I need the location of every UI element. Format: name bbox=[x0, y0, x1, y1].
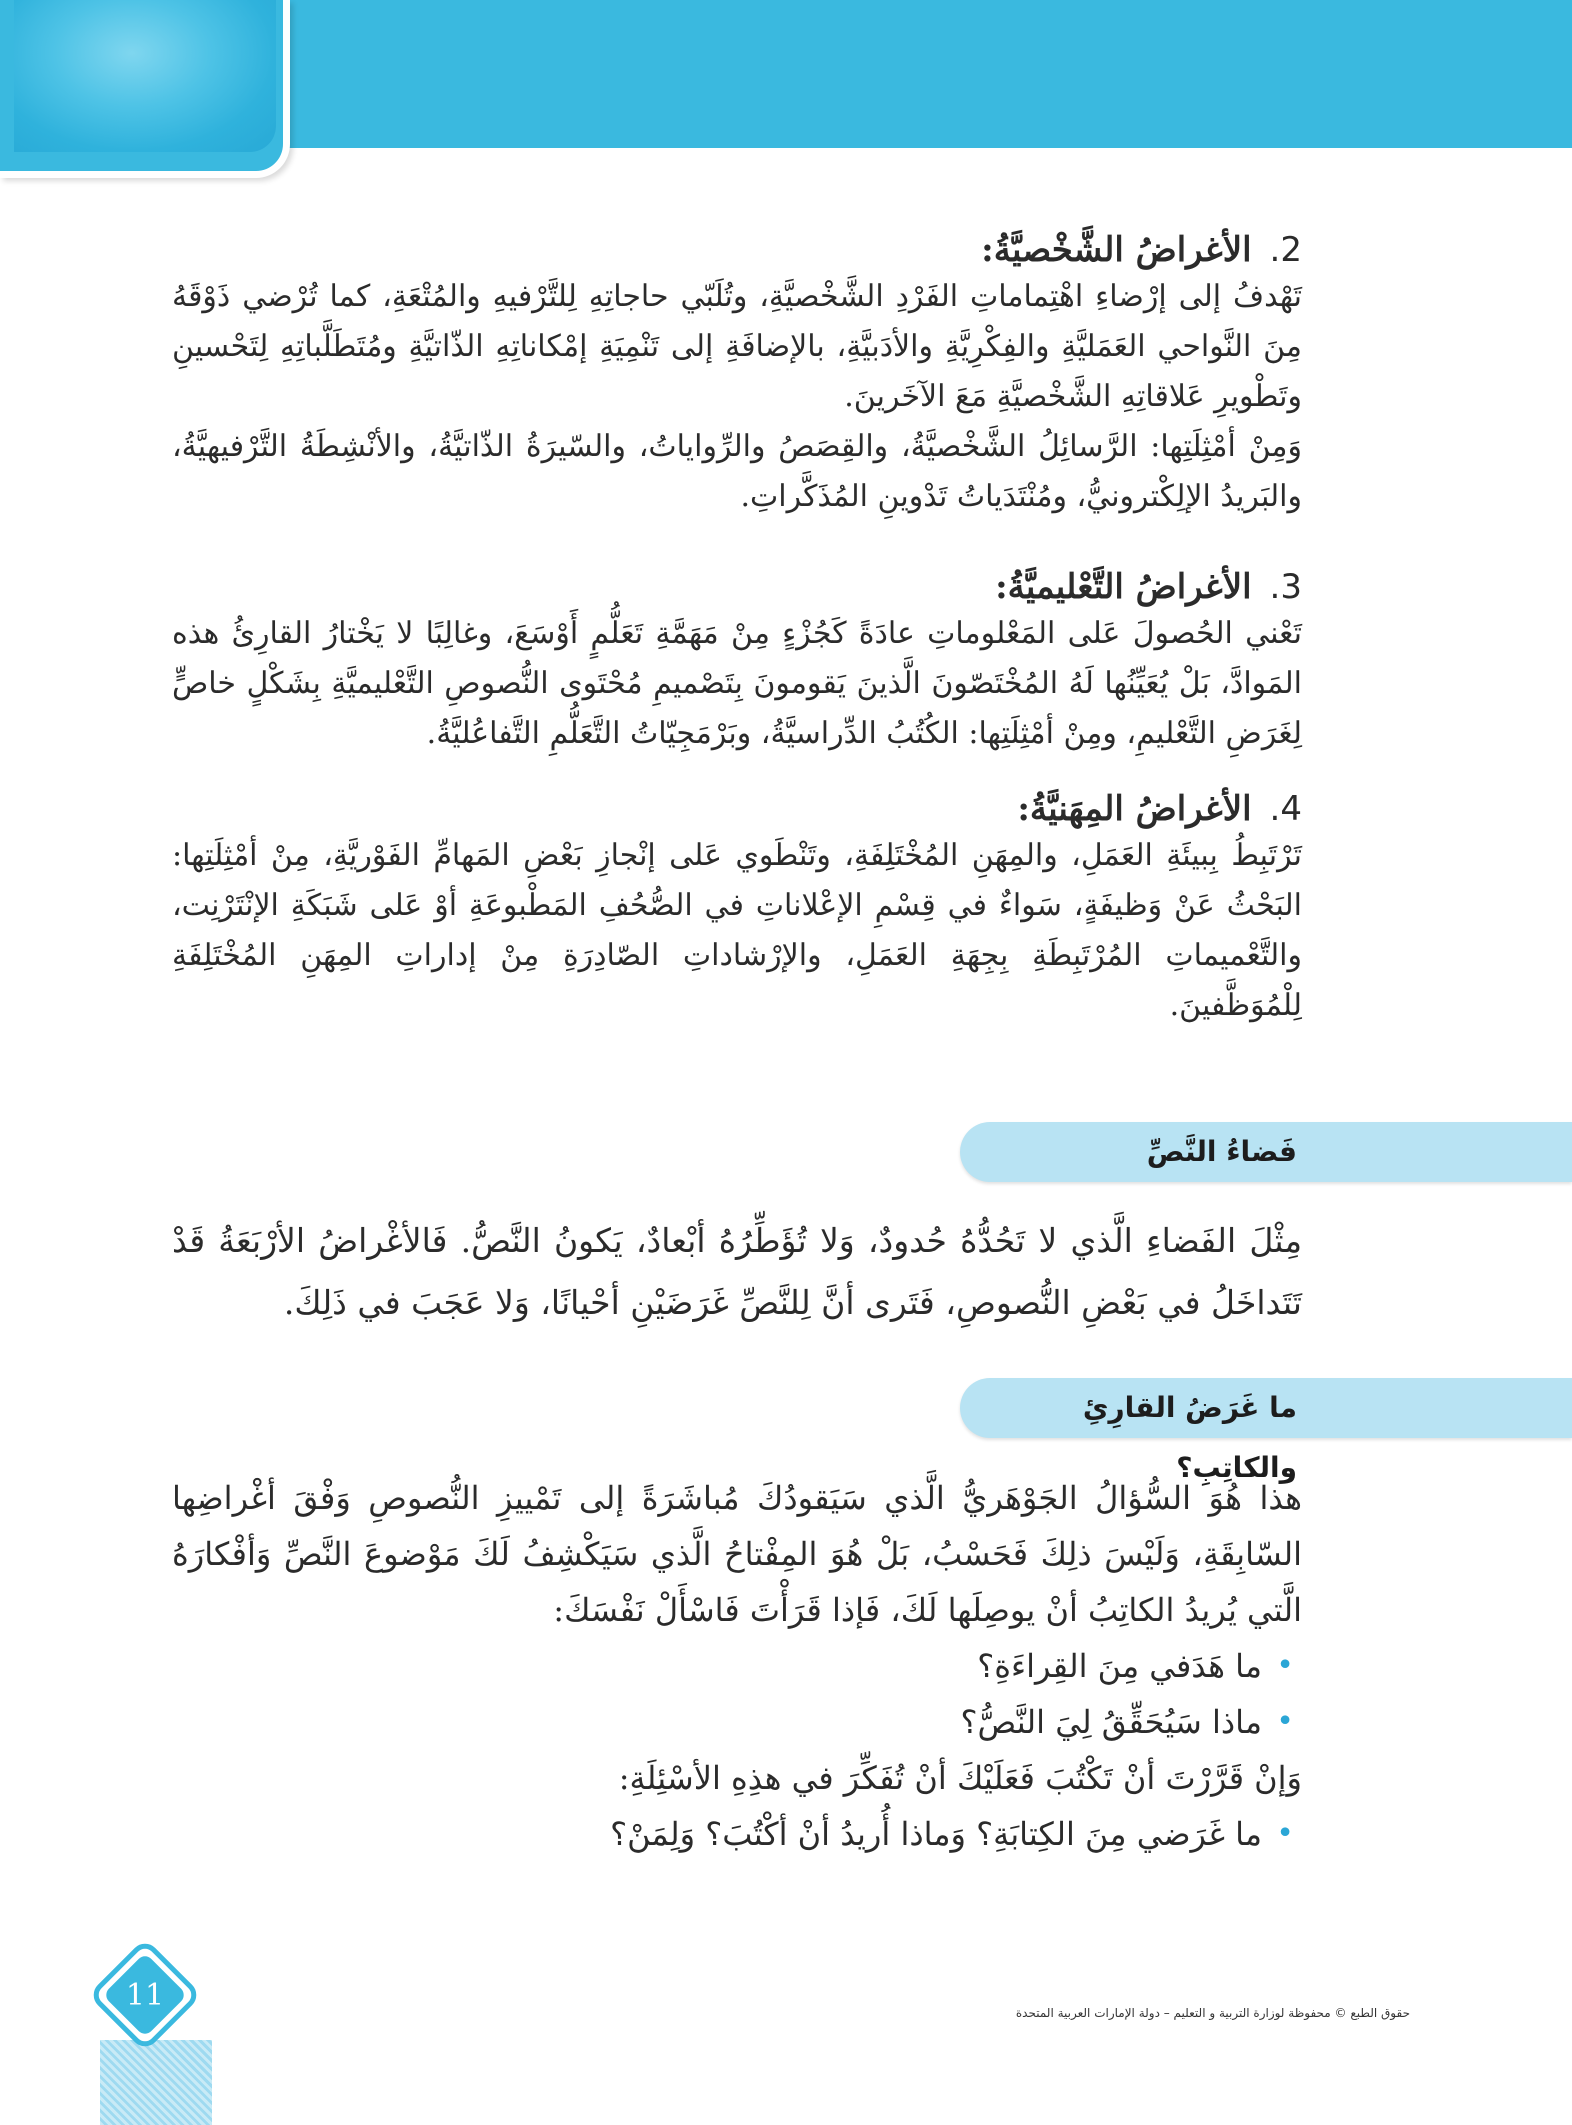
header-corner-image bbox=[14, 0, 276, 152]
page-number-badge bbox=[85, 1935, 205, 2055]
text-space-heading: فَضاءُ النَّصِّ bbox=[1146, 1135, 1297, 1168]
reader-writer-paragraph: هذا هُوَ السُّؤالُ الجَوْهَريُّ الَّذي سَيَقودُكَ مُباشَرَةً إلى تَمْييزِ النُّصوصِ وَفْقَ أغْراضِها السّابِقَةِ، وَلَيْسَ ذلِكَ فَحَسْبُ، بَلْ هُوَ المِفْتاحُ الَّذي سَيَكْشِفُ لَكَ مَوْضوعَ النَّصِّ وَأفْكارَهُ الَّتي يُريدُ الكاتِبُ أنْ يوصِلَها لَكَ، فَإذا قَرَأْتَ فَاسْأَلْ نَفْسَكَ: bbox=[172, 1479, 1302, 1629]
text-space-heading-bar bbox=[960, 1122, 1572, 1182]
writer-questions-list bbox=[172, 1806, 1302, 1862]
section-number: .4 bbox=[1269, 789, 1302, 829]
section-heading bbox=[172, 565, 1302, 609]
bullet-icon: • bbox=[1276, 1704, 1294, 1739]
text-space-paragraph: مِثْلَ الفَضاءِ الَّذي لا تَحُدُّهُ حُدودٌ، وَلا تُؤَطِّرُهُ أبْعادٌ، يَكونُ النَّصُّ. فَالأغْراضُ الأرْبَعَةُ قَدْ تَتَداخَلُ في بَعْضِ النُّصوصِ، فَتَرى أنَّ لِلنَّصِّ غَرَضَيْنِ أحْيانًا، وَلا عَجَبَ في ذَلِكَ. bbox=[172, 1221, 1302, 1322]
section-paragraph: تَرْتَبِطُ بِبيئَةِ العَمَلِ، والمِهَنِ المُخْتَلِفَةِ، وتَنْطَوي عَلى إنْجازِ بَعْضِ المَهامِّ الفَوْريَّةِ، مِنْ أمْثِلَتِها: البَحْثُ عَنْ وَظيفَةٍ، سَواءٌ في قِسْمِ الإعْلاناتِ في الصُّحُفِ المَطْبوعَةِ أوْ عَلى شَبَكَةِ الإنْتَرْنِت، والتَّعْميماتِ المُرْتَبِطَةِ بِجِهَةِ العَمَلِ، والإرْشاداتِ الصّادِرَةِ مِنْ إداراتِ المِهَنِ المُخْتَلِفَةِ لِلْمُوَظَّفينَ. bbox=[172, 838, 1302, 1023]
section-paragraph: تَعْني الحُصولَ عَلى المَعْلوماتِ عادَةً كَجُزْءٍ مِنْ مَهَمَّةِ تَعَلُّمٍ أَوْسَعَ، وغالِبًا لا يَخْتارُ القارِئُ هذه المَوادَّ، بَلْ يُعَيِّنُها لَهُ المُخْتَصّونَ الَّذينَ يَقومونَ بِتَصْميمِ مُحْتَوى النُّصوصِ التَّعْليميَّةِ بِشَكْلٍ خاصٍّ لِغَرَضِ التَّعْليمِ، ومِنْ أمْثِلَتِها: الكُتُبُ الدِّراسيَّةُ، وبَرْمَجِيّاتُ التَّعَلُّمِ التَّفاعُليَّةُ. bbox=[172, 616, 1302, 751]
reader-writer-heading-bar bbox=[960, 1378, 1572, 1484]
question-text: ماذا سَيُحَقِّقُ لِيَ النَّصُّ؟ bbox=[960, 1703, 1262, 1741]
section-heading bbox=[172, 787, 1302, 831]
section-number: .3 bbox=[1269, 567, 1302, 607]
bullet-icon: • bbox=[1276, 1816, 1294, 1851]
page-number: 11 bbox=[125, 1978, 165, 2013]
question-text: ما غَرَضي مِنَ الكِتابَةِ؟ وَماذا أُريدُ أنْ أكْتُبَ؟ وَلِمَنْ؟ bbox=[610, 1815, 1262, 1853]
copyright-note: حقوق الطبع © محفوظة لوزارة التربية و التعليم – دولة الإمارات العربية المتحدة bbox=[1015, 2006, 1410, 2020]
section-heading bbox=[172, 228, 1302, 272]
section-professional-purposes bbox=[172, 787, 1302, 1031]
section-personal-purposes bbox=[172, 228, 1302, 522]
section-educational-purposes bbox=[172, 565, 1302, 759]
reader-writer-heading: ما غَرَضُ القارِئِ والكاتِبِ؟ bbox=[1082, 1391, 1297, 1484]
section-paragraph: تَهْدفُ إلى إرْضاءِ اهْتِماماتِ الفَرْدِ الشَّخْصيَّةِ، وتُلَبّي حاجاتِهِ لِلتَّرْفيهِ والمُتْعَةِ، كما تُرْضي ذَوْقَهُ مِنَ النَّواحي العَمَليَّةِ والفِكْرِيَّةِ والأدَبيَّةِ، بالإضافَةِ إلى تَنْمِيَةِ إمْكاناتِهِ الذّاتيَّةِ ومُتَطَلَّباتِهِ لِتَحْسينِ وتَطْويرِ عَلاقاتِهِ الشَّخْصيَّةِ مَعَ الآخَرينَ. bbox=[172, 279, 1302, 414]
section-title: الأغراضُ التَّعْليميَّةُ: bbox=[995, 567, 1252, 607]
question-text: ما هَدَفي مِنَ القِراءَةِ؟ bbox=[977, 1647, 1262, 1685]
list-item bbox=[172, 1638, 1302, 1694]
header-corner-block bbox=[0, 0, 290, 178]
list-item bbox=[172, 1806, 1302, 1862]
reader-questions-list bbox=[172, 1638, 1302, 1750]
bullet-icon: • bbox=[1276, 1648, 1294, 1683]
section-title: الأغراضُ المِهَنيَّةُ: bbox=[1017, 789, 1252, 829]
writer-intro: وَإنْ قَرَّرْتَ أنْ تَكْتُبَ فَعَلَيْكَ أنْ تُفَكِّرَ في هذِهِ الأسْئِلَةِ: bbox=[618, 1759, 1302, 1797]
reader-writer-section bbox=[172, 1470, 1302, 1862]
section-examples: وَمِنْ أمْثِلَتِها: الرَّسائِلُ الشَّخْصيَّةُ، والقِصَصُ والرِّواياتُ، والسّيرَةُ الذّاتيَّةُ، والأنْشِطَةُ التَّرْفيهيَّةُ، والبَريدُ الإلِكْترونيُّ، ومُنْتَدَياتُ تَدْوينِ المُذَكَّراتِ. bbox=[172, 429, 1302, 514]
section-title: الأغراضُ الشَّخْصيَّةُ: bbox=[981, 230, 1252, 270]
list-item bbox=[172, 1694, 1302, 1750]
section-number: .2 bbox=[1269, 230, 1302, 270]
